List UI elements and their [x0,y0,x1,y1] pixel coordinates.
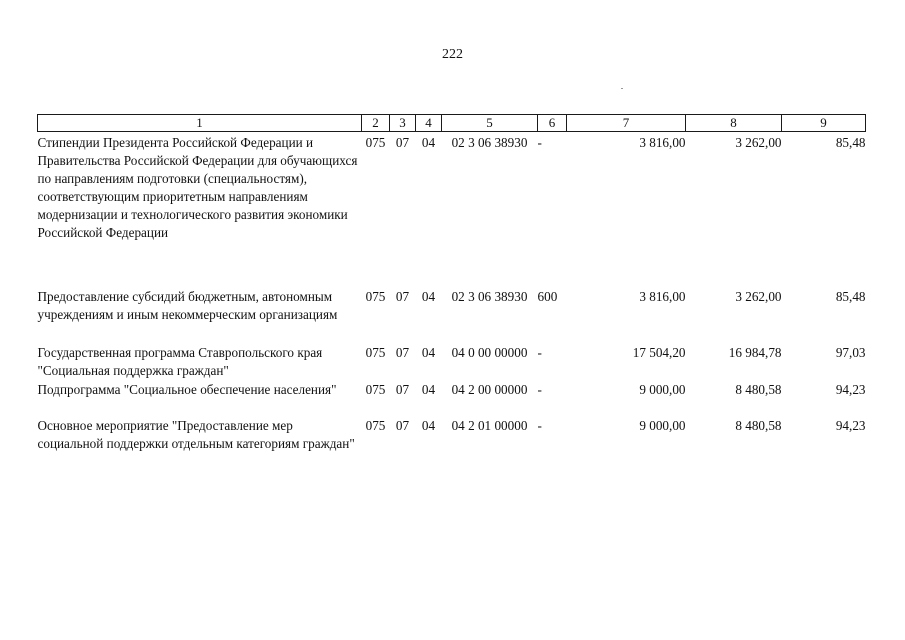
row-col-7: 3 816,00 [639,289,686,304]
row-col-8: 3 262,00 [735,289,782,304]
row-col-2: 075 [365,135,386,150]
row-col-2: 075 [365,382,386,397]
row-col-3: 07 [395,382,410,397]
row-col-5: 04 0 00 00000 [451,345,528,360]
row-col-2: 075 [365,418,386,433]
row-col-7: 9 000,00 [639,418,686,433]
row-name: Основное мероприятие "Предоставление мер социальной поддержки отдельным категориям граждан" [37,418,355,451]
header-col-6: 6 [538,115,567,132]
row-col-3: 07 [395,418,410,433]
row-col-7: 17 504,20 [632,345,686,360]
row-col-2: 075 [365,345,386,360]
row-col-8: 3 262,00 [735,135,782,150]
header-col-9: 9 [782,115,866,132]
table-row [38,132,866,285]
table-row [38,284,866,344]
row-col-5: 02 3 06 38930 [451,289,528,304]
row-col-6: 600 [537,289,558,304]
row-col-8: 8 480,58 [735,382,782,397]
header-col-2: 2 [362,115,390,132]
row-name: Предоставление субсидий бюджетным, автономным учреждениям и иным некоммерческим организациям [37,289,338,322]
row-col-2: 075 [365,289,386,304]
row-col-6: - [537,345,542,360]
row-col-8: 16 984,78 [728,345,782,360]
row-col-7: 9 000,00 [639,382,686,397]
table-row [38,417,866,473]
scan-artifact [621,88,623,89]
row-col-8: 8 480,58 [735,418,782,433]
row-col-4: 04 [421,135,436,150]
header-col-4: 4 [416,115,442,132]
row-col-9: 94,23 [835,382,866,397]
row-col-7: 3 816,00 [639,135,686,150]
table-row [38,381,866,417]
row-col-4: 04 [421,382,436,397]
page-number: 222 [442,47,463,62]
row-col-4: 04 [421,289,436,304]
table-row [38,344,866,381]
budget-table [37,114,866,473]
row-name: Стипендии Президента Российской Федерации и Правительства Российской Федерации для обучающихся по направлениям подготовки (специальностям), соответствующим приоритетным направлениям модернизации и технологического развития экономики Российской Федерации [37,135,358,240]
row-col-5: 04 2 00 00000 [451,382,528,397]
row-name: Государственная программа Ставропольского края "Социальная поддержка граждан" [37,345,323,378]
header-col-1: 1 [38,115,362,132]
header-col-3: 3 [390,115,416,132]
row-name: Подпрограмма "Социальное обеспечение населения" [37,382,337,397]
header-col-7: 7 [567,115,686,132]
row-col-4: 04 [421,345,436,360]
row-col-9: 85,48 [835,135,866,150]
row-col-5: 04 2 01 00000 [451,418,528,433]
row-col-6: - [537,418,542,433]
row-col-9: 97,03 [835,345,866,360]
row-col-9: 94,23 [835,418,866,433]
row-col-5: 02 3 06 38930 [451,135,528,150]
row-col-3: 07 [395,289,410,304]
header-col-8: 8 [686,115,782,132]
row-col-6: - [537,135,542,150]
row-col-9: 85,48 [835,289,866,304]
header-col-5: 5 [442,115,538,132]
row-col-3: 07 [395,135,410,150]
row-col-3: 07 [395,345,410,360]
row-col-4: 04 [421,418,436,433]
row-col-6: - [537,382,542,397]
table-header-row [38,115,866,132]
